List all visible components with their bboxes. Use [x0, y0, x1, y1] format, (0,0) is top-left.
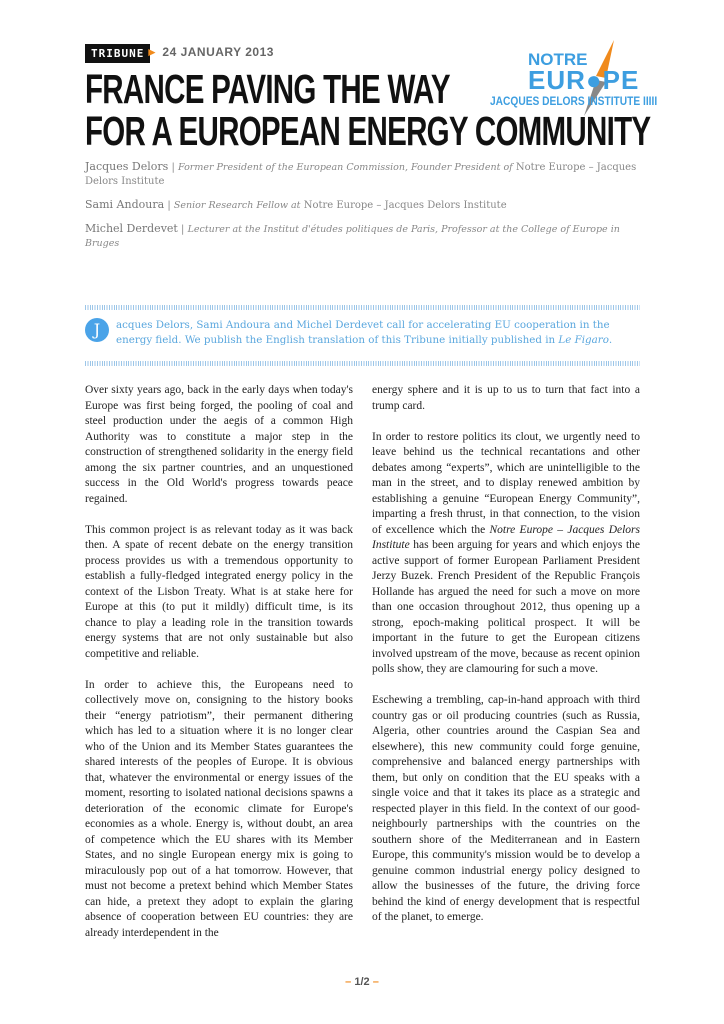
arrow-icon: ►: [146, 45, 159, 59]
paragraph: In order to restore politics its clout, we urgently need to leave behind us the technical recantations and other debates among “experts”, which are unintelligible to the man in the street, and to display renewed ambition by establishing a genuine “European Energy Community”, imparting a fresh thrust, in that connection, to the vision of excellence which the Notre Europe – Jacques Delors Institute has been arguing for years and which enjoys the active support of former European Parliament President Jerzy Buzek. French President of the Republic François Hollande has argued the need for such a move on more than one occasion throughout 2012, thus opening up a strong, epoch-making political prospect. It will be important in the future to get the European citizens involved upstream of the move, because as recent opinion polls show, they are clamouring for such a move.: [372, 430, 640, 675]
divider: [85, 361, 640, 366]
tribune-tag: TRIBUNE: [85, 44, 150, 63]
page-title: FRANCE PAVING THE WAY FOR A EUROPEAN ENERGY COMMUNITY: [85, 66, 651, 154]
author-list: [85, 160, 640, 260]
intro-text: acques Delors, Sami Andoura and Michel Derdevet call for accelerating EU cooperation in the energy field. We publish the English translation of this Tribune initially published in Le Figaro.: [116, 319, 613, 346]
left-column: [85, 383, 353, 957]
notre-europe-logo: NOTRE EUR●PE JACQUES DELORS INSTITUTE IIIII: [490, 38, 660, 116]
paragraph: In order to achieve this, the Europeans need to collectively move on, consigning to the history books their “energy patriotism”, their permanent dithering which has led to a situation where it is no longer clear who of the Union and its Member States guarantees the shared interests of the peoples of Europe. It is obvious that, whatever the environmental or energy issues of the moment, resorting to isolated national decisions spawns a deterioration of the economic climate for Europe's economies as a whole. Energy is, without doubt, an area of competence which the EU shares with its Member States, and no single European energy mix is going to miraculously pop out of a hat tomorrow. However, that must not become a pretext behind which Member States can hide, a pretext they adopt to explain the glaring absence of cooperation between EU countries: they are already interdependent in the: [85, 678, 353, 939]
right-column: [372, 383, 640, 941]
author-item: Sami Andoura | Senior Research Fellow at Notre Europe – Jacques Delors Institute: [85, 198, 507, 211]
paragraph: Over sixty years ago, back in the early days when today's Europe was first being forged, the pooling of coal and steel production under the aegis of a common High Authority was to constitute a major step in the construction of strengthened solidarity in the energy field among the six partner countries, and an unquestioned success in the Old World's progress towards peace regained.: [85, 384, 353, 505]
paragraph: Eschewing a trembling, cap-in-hand approach with third country gas or oil producing countries (such as Russia, Algeria, other countries around the Caspian Sea and elsewhere), this new community could forge genuine, comprehensive and balanced energy partnerships with them, but only on condition that the EU speaks with a single voice and that it takes its place as a strategic and respected player in this field. In the context of our good-neighbourly partnerships with the countries on the southern shore of the Mediterranean and in Eastern Europe, this community's mission would be to develop a genuine common industrial energy policy designed to allow the businesses of the future, the driving force behind the kind of energy development that is respectful of the planet, to emerge.: [372, 694, 640, 923]
author-item: Michel Derdevet | Lecturer at the Institut d'études politiques de Paris, Professor at the College of Europe in Bruges: [85, 222, 620, 249]
author-item: Jacques Delors | Former President of the European Commission, Founder President of Notre Europe – Jacques Delors Institute: [85, 160, 637, 187]
drop-cap: J: [85, 318, 109, 342]
paragraph: energy sphere and it is up to us to turn that fact into a trump card.: [372, 384, 640, 412]
publication-date: ► 24 JANUARY 2013: [146, 45, 274, 59]
paragraph: This common project is as relevant today as it was back then. A spate of recent debate on the energy transition process provides us with a tremendous opportunity to establish a fully-fledged integrated energy policy in the context of the Lisbon Treaty. What is at stake here for Europe at this (to put it mildly) difficult time, is its chance to play a leading role in the transition towards energy systems that are not only sustainable but also competitive and reliable.: [85, 523, 353, 660]
page-number: – 1/2 –: [345, 976, 379, 988]
divider: [85, 305, 640, 310]
